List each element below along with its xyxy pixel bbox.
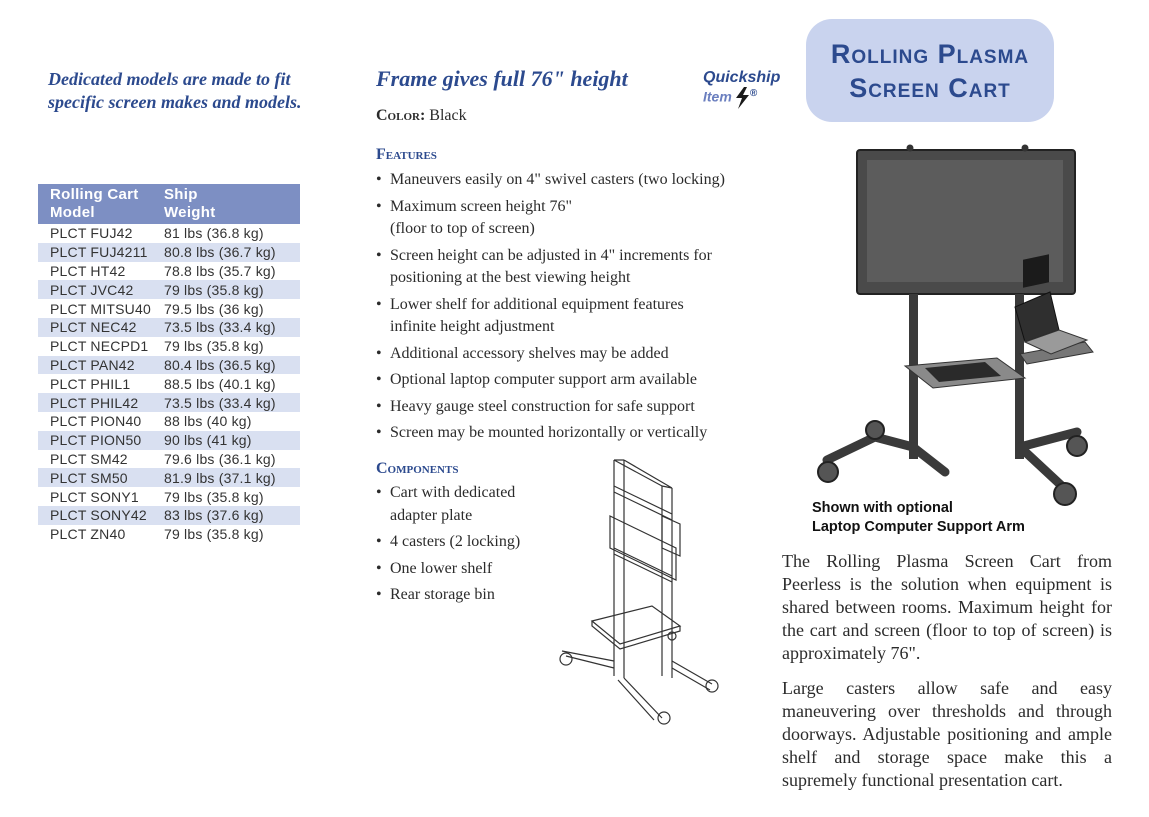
model-cell: PLCT PION40 bbox=[50, 413, 142, 430]
table-row bbox=[38, 468, 300, 487]
intro-text bbox=[48, 68, 348, 114]
table-row bbox=[38, 318, 300, 337]
list-item: • Rear storage bin bbox=[376, 584, 566, 607]
model-cell: PLCT SM50 bbox=[38, 468, 164, 487]
quickship-badge bbox=[703, 70, 780, 109]
features-heading: Features bbox=[376, 146, 437, 163]
header-weight: Ship Weight bbox=[164, 184, 300, 224]
list-item: • Additional accessory shelves may be added bbox=[376, 343, 796, 366]
model-cell: PLCT FUJ4211 bbox=[38, 243, 164, 262]
table-row bbox=[38, 506, 300, 525]
ship-weight-table bbox=[38, 184, 300, 544]
list-item: • Cart with dedicated adapter plate bbox=[376, 482, 566, 527]
table-row bbox=[38, 431, 300, 450]
weight-cell: 79 lbs (35.8 kg) bbox=[164, 526, 264, 543]
components-list bbox=[376, 482, 566, 611]
table-row bbox=[38, 243, 300, 262]
weight-cell: 78.8 lbs (35.7 kg) bbox=[164, 262, 276, 279]
cart-product-photo bbox=[815, 142, 1095, 512]
list-item: • Screen height can be adjusted in 4" increments for positioning at the best viewing height bbox=[376, 245, 796, 290]
frame-heading: Frame gives full 76" height bbox=[376, 66, 628, 91]
list-item: • Optional laptop computer support arm available bbox=[376, 369, 796, 392]
table-row bbox=[38, 525, 300, 544]
quickship-item: Item bbox=[703, 88, 732, 105]
features-list bbox=[376, 169, 796, 449]
title-box bbox=[806, 19, 1054, 122]
list-item: • Heavy gauge steel construction for safe support bbox=[376, 396, 796, 419]
description-paragraph-2: Large casters allow safe and easy maneuvering over thresholds and through doorways. Adjustable positioning and ample shelf and storage space make this a supremely functional presentation cart. bbox=[782, 678, 1112, 790]
weight-cell: 79 lbs (35.8 kg) bbox=[164, 338, 264, 355]
table-header-row bbox=[38, 184, 300, 224]
table-row bbox=[38, 450, 300, 469]
list-item: • 4 casters (2 locking) bbox=[376, 531, 566, 554]
table-row bbox=[38, 299, 300, 318]
weight-cell: 88 lbs (40 kg) bbox=[164, 413, 252, 430]
table-row bbox=[38, 280, 300, 299]
model-cell: PLCT HT42 bbox=[50, 262, 126, 279]
intro-line-2: specific screen makes and models. bbox=[48, 92, 302, 112]
table-row bbox=[38, 374, 300, 393]
model-cell: PLCT MITSU40 bbox=[50, 300, 151, 317]
weight-cell: 88.5 lbs (40.1 kg) bbox=[164, 375, 276, 392]
model-cell: PLCT PHIL42 bbox=[38, 393, 164, 412]
model-cell: PLCT SM42 bbox=[50, 450, 128, 467]
weight-cell: 79.6 lbs (36.1 kg) bbox=[164, 450, 276, 467]
table-row bbox=[38, 224, 300, 243]
weight-cell: 79 lbs (35.8 kg) bbox=[164, 280, 300, 299]
intro-line-1: Dedicated models are made to fit bbox=[48, 69, 291, 89]
list-item: • Screen may be mounted horizontally or vertically bbox=[376, 422, 796, 445]
page-title: Rolling Plasma Screen Cart bbox=[830, 38, 1030, 103]
table-row bbox=[38, 356, 300, 375]
color-value: Black bbox=[429, 107, 467, 124]
photo-caption: Shown with optional Laptop Computer Support Arm bbox=[812, 500, 1025, 535]
model-cell: PLCT PAN42 bbox=[38, 356, 164, 375]
lightning-bolt-icon bbox=[734, 87, 750, 109]
color-line bbox=[376, 107, 467, 125]
model-cell: PLCT PION50 bbox=[38, 431, 164, 450]
list-item: • Maximum screen height 76" (floor to top of screen) bbox=[376, 196, 796, 241]
model-cell: PLCT PHIL1 bbox=[50, 375, 131, 392]
model-cell: PLCT JVC42 bbox=[38, 280, 164, 299]
components-heading: Components bbox=[376, 460, 459, 477]
weight-cell: 80.8 lbs (36.7 kg) bbox=[164, 243, 300, 262]
weight-cell: 83 lbs (37.6 kg) bbox=[164, 506, 300, 525]
model-cell: PLCT NEC42 bbox=[38, 318, 164, 337]
weight-cell: 73.5 lbs (33.4 kg) bbox=[164, 318, 300, 337]
weight-cell: 79 lbs (35.8 kg) bbox=[164, 488, 264, 505]
model-cell: PLCT NECPD1 bbox=[50, 338, 149, 355]
table-row bbox=[38, 412, 300, 431]
table-row bbox=[38, 337, 300, 356]
table-row bbox=[38, 487, 300, 506]
description-paragraph-1: The Rolling Plasma Screen Cart from Peerless is the solution when equipment is shared between rooms. Maximum height for the cart and screen (floor to top of screen) is approximately 76". bbox=[782, 551, 1112, 663]
list-item: • Lower shelf for additional equipment features infinite height adjustment bbox=[376, 294, 796, 339]
weight-cell: 80.4 lbs (36.5 kg) bbox=[164, 356, 300, 375]
model-cell: PLCT SONY42 bbox=[38, 506, 164, 525]
model-cell: PLCT SONY1 bbox=[50, 488, 139, 505]
color-label: Color: bbox=[376, 107, 426, 124]
model-cell: PLCT FUJ42 bbox=[50, 225, 133, 242]
weight-cell: 81.9 lbs (37.1 kg) bbox=[164, 468, 300, 487]
weight-cell: 81 lbs (36.8 kg) bbox=[164, 225, 264, 242]
quickship-label: Quickship bbox=[703, 69, 781, 86]
table-row bbox=[38, 262, 300, 281]
weight-cell: 79.5 lbs (36 kg) bbox=[164, 300, 264, 317]
list-item: • One lower shelf bbox=[376, 558, 566, 581]
list-item: • Maneuvers easily on 4" swivel casters (two locking) bbox=[376, 169, 796, 192]
description-text bbox=[782, 550, 1112, 804]
model-cell: PLCT ZN40 bbox=[50, 526, 126, 543]
cart-frame-drawing bbox=[552, 456, 727, 726]
registered-mark: ® bbox=[749, 88, 758, 99]
table-row bbox=[38, 393, 300, 412]
header-model: Rolling Cart Model bbox=[38, 184, 164, 224]
weight-cell: 73.5 lbs (33.4 kg) bbox=[164, 393, 300, 412]
weight-cell: 90 lbs (41 kg) bbox=[164, 431, 300, 450]
quickship-item-line bbox=[703, 86, 780, 109]
